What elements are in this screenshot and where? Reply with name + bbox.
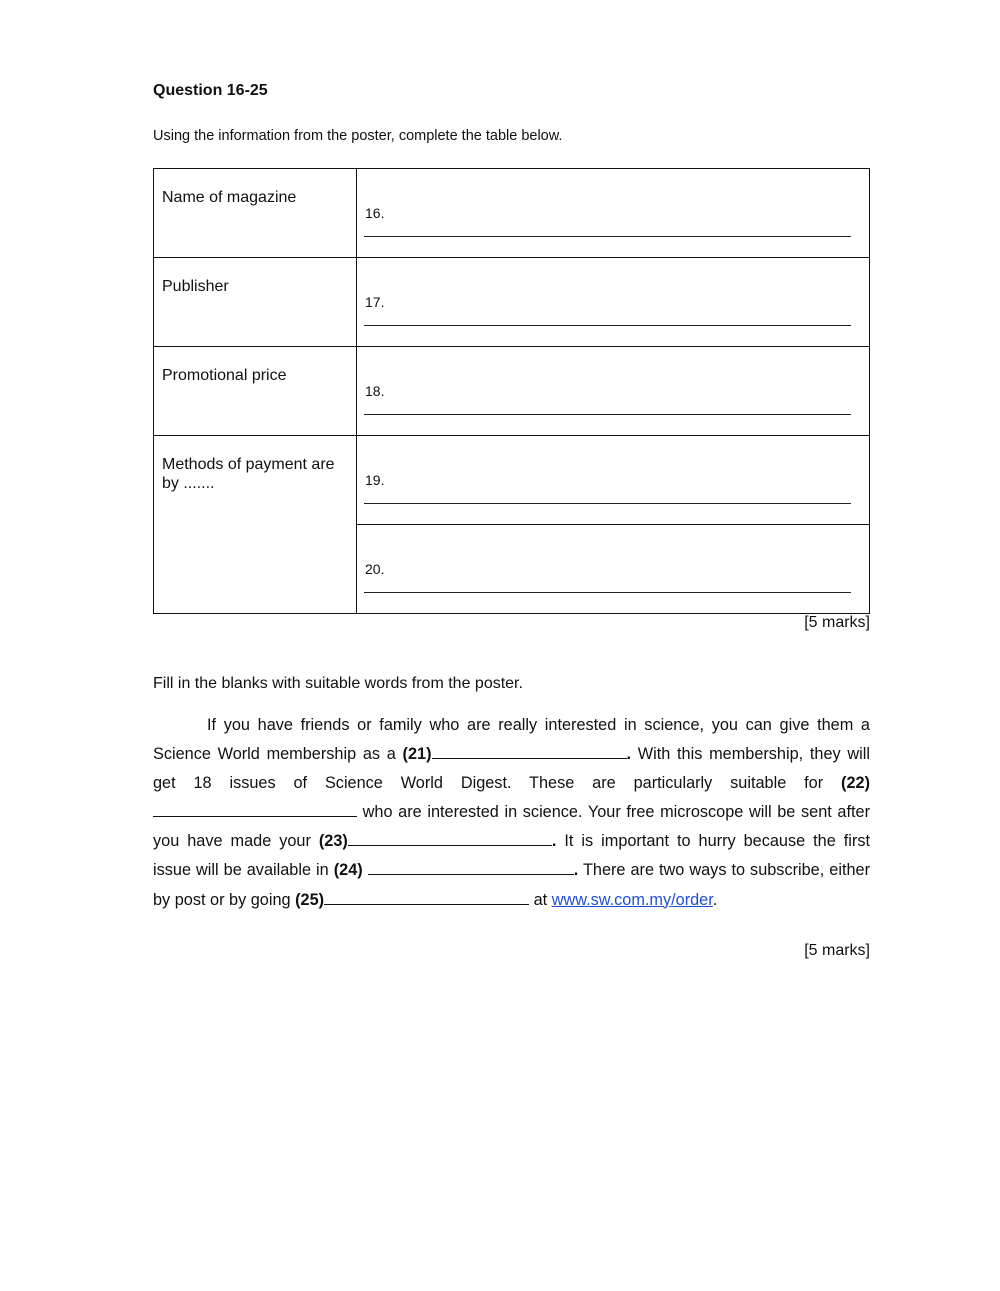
blank-25[interactable] bbox=[324, 889, 529, 905]
blank-period: . bbox=[626, 745, 632, 764]
blank-number-24: (24) bbox=[333, 861, 363, 880]
table-row bbox=[154, 347, 870, 436]
blank-number-25: (25) bbox=[295, 890, 325, 909]
row-label: Name of magazine bbox=[154, 169, 357, 258]
table-instruction: Using the information from the poster, complete the table below. bbox=[153, 128, 563, 144]
cloze-marks: [5 marks] bbox=[804, 942, 870, 959]
answer-number: 20. bbox=[365, 561, 385, 577]
table-row bbox=[154, 169, 870, 258]
row-label: Methods of payment are by ....... bbox=[154, 436, 357, 614]
blank-24[interactable] bbox=[368, 859, 574, 875]
blank-period: . bbox=[551, 832, 557, 851]
paragraph-text: at bbox=[529, 890, 552, 909]
paragraph-text: If you have friends or family who are really interested in science, you can give them a Science World membership as a bbox=[153, 716, 870, 764]
fill-blanks-instruction: Fill in the blanks with suitable words from the poster. bbox=[153, 675, 523, 692]
answer-number: 17. bbox=[365, 294, 385, 310]
answer-line bbox=[364, 503, 851, 504]
paragraph-text: With this membership, they will get 18 issues of Science World Digest. These are particularly suitable for bbox=[153, 745, 870, 793]
paragraph-text: . bbox=[712, 890, 718, 909]
blank-number-21: (21) bbox=[402, 745, 432, 764]
blank-23[interactable] bbox=[348, 830, 552, 846]
blank-number-23: (23) bbox=[318, 832, 348, 851]
blank-21[interactable] bbox=[432, 743, 627, 759]
answer-number: 16. bbox=[365, 205, 385, 221]
cloze-paragraph bbox=[153, 711, 870, 915]
answer-line bbox=[364, 236, 851, 237]
paragraph-text: There are two ways to subscribe, either by post or by going bbox=[153, 861, 870, 909]
answer-line bbox=[364, 592, 851, 593]
answer-line bbox=[364, 414, 851, 415]
answer-number: 19. bbox=[365, 472, 385, 488]
table-row bbox=[154, 436, 870, 525]
answer-cell-18[interactable] bbox=[357, 347, 870, 436]
blank-22[interactable] bbox=[153, 801, 357, 817]
blank-period: . bbox=[573, 861, 579, 880]
table-row bbox=[154, 258, 870, 347]
answer-cell-17[interactable] bbox=[357, 258, 870, 347]
paragraph-text: who are interested in science. Your free microscope will be sent after you have made your bbox=[153, 803, 870, 851]
answer-table bbox=[153, 168, 870, 614]
row-label: Promotional price bbox=[154, 347, 357, 436]
paragraph-text: It is important to hurry because the first issue will be available in bbox=[153, 832, 870, 880]
order-link[interactable]: www.sw.com.my/order bbox=[551, 890, 713, 909]
answer-number: 18. bbox=[365, 383, 385, 399]
row-label: Publisher bbox=[154, 258, 357, 347]
table-marks: [5 marks] bbox=[804, 614, 870, 631]
question-title: Question 16-25 bbox=[153, 82, 268, 99]
answer-cell-16[interactable] bbox=[357, 169, 870, 258]
blank-number-22: (22) bbox=[841, 774, 870, 793]
answer-cell-20[interactable] bbox=[357, 525, 870, 614]
answer-cell-19[interactable] bbox=[357, 436, 870, 525]
answer-line bbox=[364, 325, 851, 326]
